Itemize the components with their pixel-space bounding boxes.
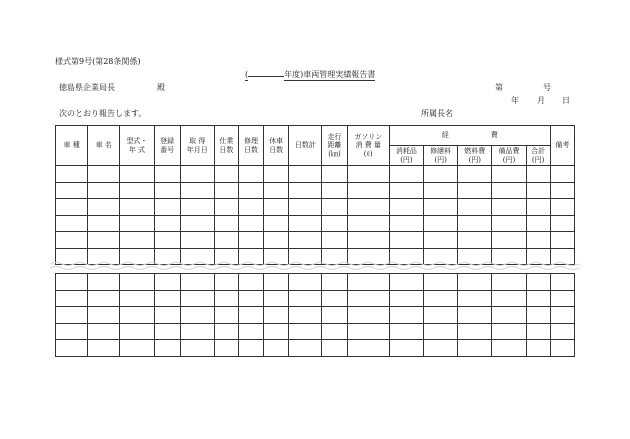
table-cell[interactable] [492,307,526,324]
table-cell[interactable] [154,274,180,291]
table-row [56,274,575,291]
table-cell[interactable] [389,307,423,324]
table-cell[interactable] [347,182,389,199]
title-blank-year [248,75,284,77]
table-cell[interactable] [289,274,322,291]
table-cell[interactable] [154,323,180,340]
table-cell[interactable] [389,323,423,340]
table-cell[interactable] [238,215,263,232]
table-cell[interactable] [424,274,458,291]
table-cell[interactable] [458,307,492,324]
table-row [56,290,575,307]
table-cell[interactable] [526,199,550,216]
table-cell[interactable] [289,199,322,216]
table-cell[interactable] [322,340,347,357]
table-cell[interactable] [264,182,289,199]
header-katashiki: 型式・ 年 式 [120,126,154,166]
report-table-continued [55,273,575,357]
table-cell[interactable] [120,199,154,216]
table-cell[interactable] [347,199,389,216]
header-sharyo: 車 種 [56,126,88,166]
header-shigyo: 仕業 日数 [214,126,238,166]
table-cell[interactable] [120,307,154,324]
table-cell[interactable] [458,182,492,199]
table-cell[interactable] [238,182,263,199]
table-cell[interactable] [238,340,263,357]
table-cell[interactable] [214,323,238,340]
table-cell[interactable] [424,340,458,357]
table-cell[interactable] [492,199,526,216]
table-cell[interactable] [214,290,238,307]
table-cell[interactable] [180,166,214,183]
table-cell[interactable] [550,307,574,324]
header-shuzenryo: 修繕料 (円) [424,146,458,166]
table-cell[interactable] [120,290,154,307]
table-cell[interactable] [56,215,88,232]
title-text: 年度)車両管理実績報告書 [284,70,376,79]
date-day: 日 [562,96,570,105]
table-cell[interactable] [214,182,238,199]
table-cell[interactable] [389,199,423,216]
table-row [56,340,575,357]
honorific: 殿 [157,83,165,92]
table-cell[interactable] [526,290,550,307]
table-cell[interactable] [214,232,238,249]
table-cell[interactable] [550,232,574,249]
table-cell[interactable] [154,199,180,216]
table-cell[interactable] [389,290,423,307]
table-cell[interactable] [550,199,574,216]
table-cell[interactable] [526,166,550,183]
table-cell[interactable] [458,340,492,357]
table-cell[interactable] [180,182,214,199]
table-cell[interactable] [264,340,289,357]
header-nissukei: 日数計 [289,126,322,166]
table-cell[interactable] [492,323,526,340]
header-keihi: 経 費 [389,126,550,146]
table-cell[interactable] [264,274,289,291]
table-cell[interactable] [180,340,214,357]
table-cell[interactable] [214,199,238,216]
table-cell[interactable] [214,307,238,324]
table-cell[interactable] [424,232,458,249]
table-cell[interactable] [322,307,347,324]
report-table [55,125,575,265]
table-cell[interactable] [322,232,347,249]
table-cell[interactable] [264,199,289,216]
table-cell[interactable] [550,182,574,199]
table-cell[interactable] [458,290,492,307]
table-cell[interactable] [238,274,263,291]
table-cell[interactable] [264,215,289,232]
table-cell[interactable] [550,274,574,291]
table-cell[interactable] [88,232,120,249]
table-cell[interactable] [492,215,526,232]
table-cell[interactable] [238,199,263,216]
table-cell[interactable] [424,182,458,199]
table-cell[interactable] [424,307,458,324]
table-cell[interactable] [322,215,347,232]
table-cell[interactable] [322,274,347,291]
table-cell[interactable] [526,340,550,357]
table-cell[interactable] [56,232,88,249]
table-cell[interactable] [238,307,263,324]
table-cell[interactable] [154,290,180,307]
table-cell[interactable] [347,166,389,183]
table-cell[interactable] [180,290,214,307]
table-row [56,323,575,340]
header-shutoku: 取 得 年月日 [180,126,214,166]
table-cell[interactable] [526,323,550,340]
title-paren: ( [245,70,249,79]
table-cell[interactable] [347,290,389,307]
table-cell[interactable] [56,182,88,199]
table-cell[interactable] [56,340,88,357]
table-cell[interactable] [526,274,550,291]
number-suffix: 号 [543,83,551,92]
table-cell[interactable] [550,340,574,357]
table-row [56,199,575,216]
table-cell[interactable] [550,166,574,183]
table-cell[interactable] [389,215,423,232]
table-cell[interactable] [180,323,214,340]
table-row [56,307,575,324]
header-biko: 備考 [550,126,574,166]
table-cell[interactable] [458,232,492,249]
table-cell[interactable] [56,199,88,216]
table-cell[interactable] [88,307,120,324]
header-bihinhi: 備品費 (円) [492,146,526,166]
table-row [56,182,575,199]
table-cell[interactable] [289,215,322,232]
table-cell[interactable] [347,323,389,340]
table-cell[interactable] [389,274,423,291]
table-cell[interactable] [322,323,347,340]
table-cell[interactable] [347,232,389,249]
table-cell[interactable] [389,166,423,183]
table-cell[interactable] [424,215,458,232]
header-gasoline: ガソリン 消 費 量 (ℓ) [347,126,389,166]
table-cell[interactable] [347,215,389,232]
table-cell[interactable] [526,307,550,324]
table-cell[interactable] [424,166,458,183]
table-cell[interactable] [214,166,238,183]
table-cell[interactable] [458,274,492,291]
table-cell[interactable] [238,232,263,249]
table-cell[interactable] [289,232,322,249]
intro-text: 次のとおり報告します。 [59,109,147,118]
page-break-marker [50,259,580,273]
table-cell[interactable] [88,290,120,307]
table-cell[interactable] [56,307,88,324]
table-cell[interactable] [120,182,154,199]
table-cell[interactable] [492,340,526,357]
table-cell[interactable] [238,290,263,307]
table-cell[interactable] [264,232,289,249]
table-cell[interactable] [322,290,347,307]
table-cell[interactable] [526,182,550,199]
table-row [56,166,575,183]
table-cell[interactable] [322,182,347,199]
table-cell[interactable] [526,232,550,249]
table-cell[interactable] [322,166,347,183]
header-toroku: 登録 番号 [154,126,180,166]
header-kyusha: 休車 日数 [264,126,289,166]
table-cell[interactable] [492,274,526,291]
table-cell[interactable] [180,307,214,324]
header-gokei: 合計 (円) [526,146,550,166]
table-cell[interactable] [56,323,88,340]
table-cell[interactable] [238,323,263,340]
table-cell[interactable] [289,290,322,307]
table-cell[interactable] [88,182,120,199]
table-cell[interactable] [88,323,120,340]
table-cell[interactable] [389,340,423,357]
table-cell[interactable] [424,290,458,307]
table-cell[interactable] [56,290,88,307]
table-cell[interactable] [264,323,289,340]
table-cell[interactable] [492,166,526,183]
table-cell[interactable] [180,215,214,232]
form-number: 様式第9号(第28条関係) [55,57,141,66]
table-cell[interactable] [214,215,238,232]
table-cell[interactable] [120,166,154,183]
table-cell[interactable] [154,182,180,199]
table-cell[interactable] [88,215,120,232]
table-cell[interactable] [154,166,180,183]
table-cell[interactable] [120,274,154,291]
table-cell[interactable] [550,323,574,340]
table-cell[interactable] [289,307,322,324]
table-row [56,232,575,249]
header-shuri: 修理 日数 [238,126,263,166]
table-cell[interactable] [526,215,550,232]
table-cell[interactable] [492,182,526,199]
table-cell[interactable] [347,340,389,357]
table-cell[interactable] [154,232,180,249]
table-cell[interactable] [264,166,289,183]
table-cell[interactable] [120,232,154,249]
office-head-label: 所属長名 [421,109,453,118]
table-cell[interactable] [289,340,322,357]
table-cell[interactable] [88,274,120,291]
table-cell[interactable] [424,199,458,216]
table-cell[interactable] [347,274,389,291]
table-cell[interactable] [180,232,214,249]
table-cell[interactable] [492,290,526,307]
table-cell[interactable] [214,340,238,357]
date-year: 年 [511,96,519,105]
table-cell[interactable] [492,232,526,249]
table-cell[interactable] [120,323,154,340]
report-title [245,71,375,79]
header-shomohin: 消耗品 (円) [389,146,423,166]
table-cell[interactable] [264,290,289,307]
header-nenryohi: 燃料費 (円) [458,146,492,166]
table-cell[interactable] [238,166,263,183]
table-cell[interactable] [289,323,322,340]
table-cell[interactable] [322,199,347,216]
table-cell[interactable] [56,166,88,183]
table-cell[interactable] [88,340,120,357]
table-cell[interactable] [154,215,180,232]
table-cell[interactable] [289,182,322,199]
table-cell[interactable] [458,166,492,183]
table-cell[interactable] [120,215,154,232]
table-cell[interactable] [88,166,120,183]
table-cell[interactable] [389,232,423,249]
table-cell[interactable] [550,290,574,307]
date-month: 月 [537,96,545,105]
table-cell[interactable] [458,199,492,216]
table-row [56,215,575,232]
table-cell[interactable] [154,340,180,357]
header-soko: 走行 距離 (㎞) [322,126,347,166]
table-cell[interactable] [180,199,214,216]
table-cell[interactable] [88,199,120,216]
table-cell[interactable] [389,182,423,199]
table-cell[interactable] [458,215,492,232]
table-cell[interactable] [56,274,88,291]
addressee: 徳島県企業局長 [59,83,115,92]
table-cell[interactable] [214,274,238,291]
table-cell[interactable] [154,307,180,324]
table-cell[interactable] [180,274,214,291]
number-label: 第 [495,83,503,92]
table-cell[interactable] [289,166,322,183]
table-cell[interactable] [458,323,492,340]
table-cell[interactable] [120,340,154,357]
header-shamei: 車 名 [88,126,120,166]
table-cell[interactable] [347,307,389,324]
table-cell[interactable] [424,323,458,340]
table-cell[interactable] [264,307,289,324]
table-cell[interactable] [550,215,574,232]
